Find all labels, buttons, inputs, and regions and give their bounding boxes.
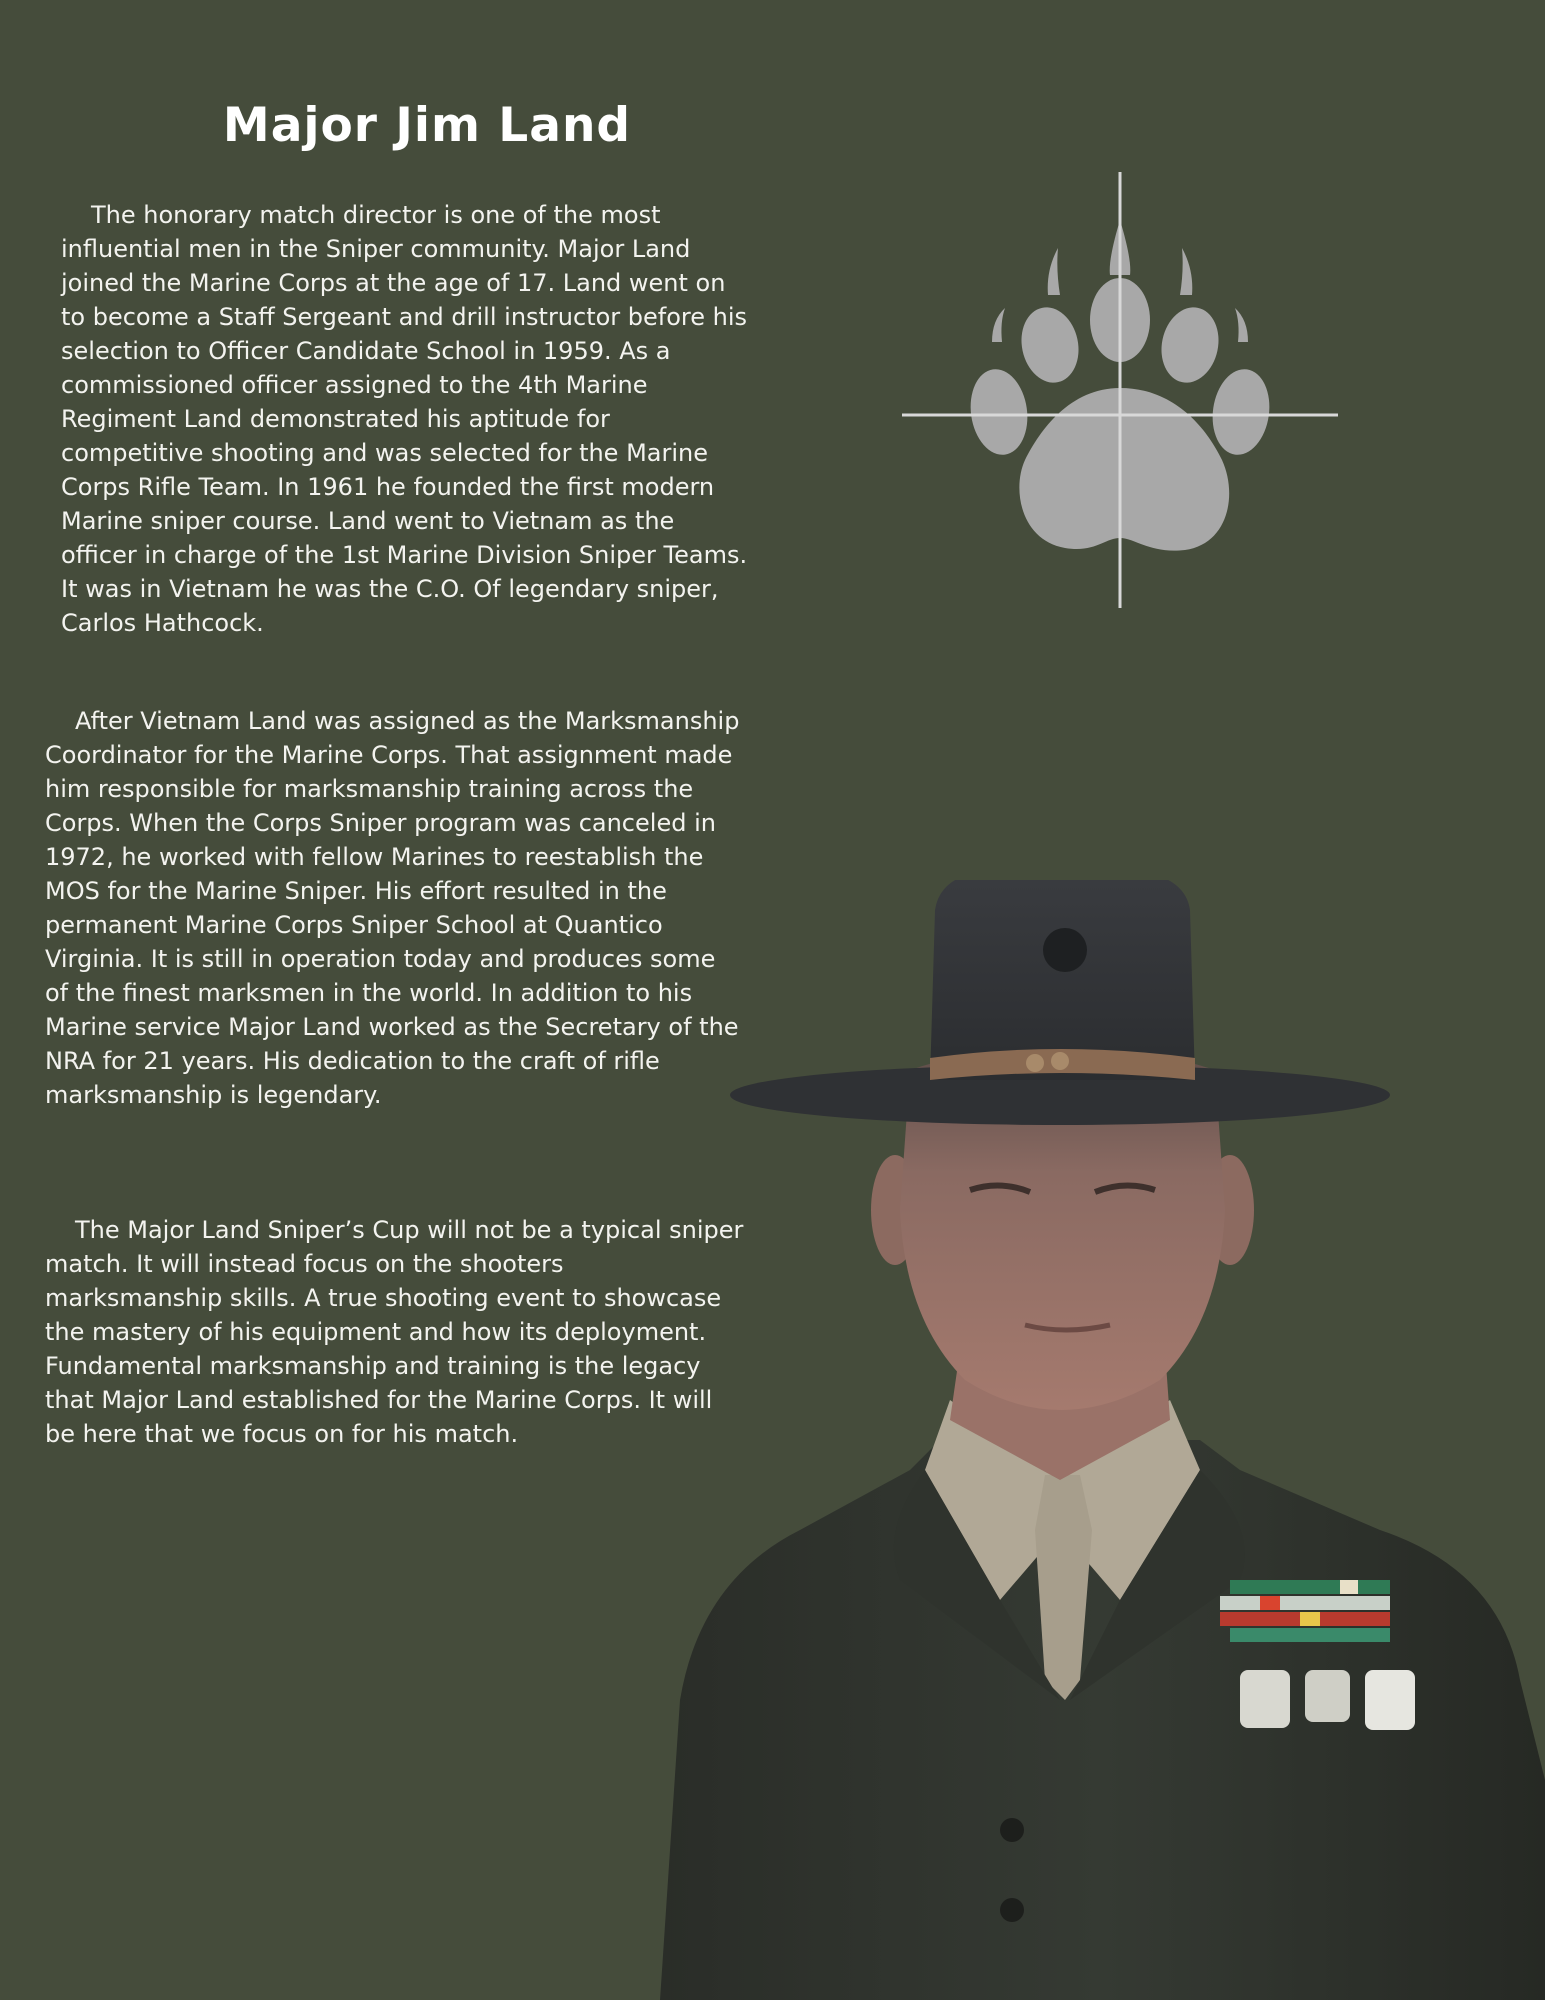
bio-paragraph-2: After Vietnam Land was assigned as the Marksmanship Coordinator for the Marine Corps. That assignment made him responsible for marksmanship training across the Corps. When the Corps Sniper program was canceled in 1972, he worked with fellow Marines to reestablish the MOS for the Marine Sniper. His effort resulted in the permanent Marine Corps Sniper School at Quantico Virginia. It is still in operation today and produces some of the finest marksmen in the world. In addition to his Marine service Major Land worked as the Secretary of the NRA for 21 years. His dedication to the craft of rifle marksmanship is legendary. — [45, 707, 740, 1109]
shooting-badges — [1240, 1670, 1415, 1730]
bio-paragraph-1: The honorary match director is one of the most influential men in the Sniper community. Major Land joined the Marine Corps at the age of 17. Land went on to become a Staff Sergeant and drill instructor before his selection to Officer Candidate School in 1959. As a commissioned officer assigned to the 4th Marine Regiment Land demonstrated his aptitude for competitive shooting and was selected for the Marine Corps Rifle Team. In 1961 he founded the first modern Marine sniper course. Land went to Vietnam as the officer in charge of the 1st Marine Division Sniper Teams. It was in Vietnam he was the C.O. Of legendary sniper, Carlos Hathcock. — [61, 201, 748, 637]
page-title: Major Jim Land — [222, 98, 632, 153]
bio-paragraph-3: The Major Land Sniper’s Cup will not be a typical sniper match. It will instead focus on the shooters marksmanship skills. A true shooting event to showcase the mastery of his equipment and how its deployment. Fundamental marksmanship and training is the legacy that Major Land established for the Marine Corps. It will be here that we focus on for his match. — [45, 1216, 744, 1448]
officer-portrait — [640, 880, 1545, 2000]
crosshair-icon — [902, 172, 1338, 608]
bear-paw-crosshair-icon — [900, 170, 1340, 610]
